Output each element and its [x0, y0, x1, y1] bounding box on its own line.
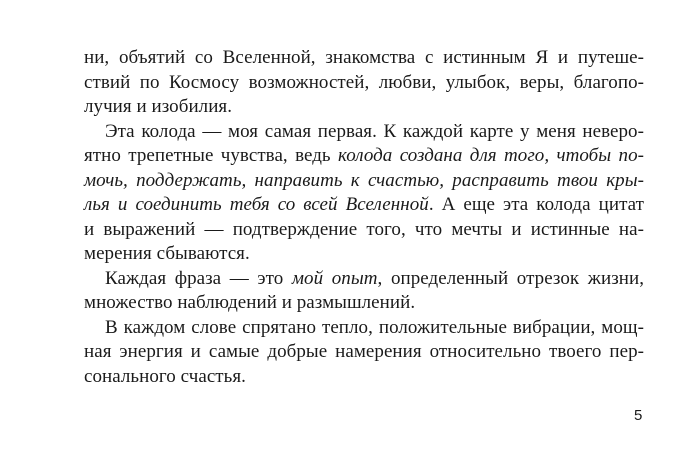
text-line [84, 340, 644, 365]
italic-text: лья и соединить тебя со всей Вселенной [84, 194, 429, 215]
text-segment: и выражений — подтверждение того, что мечты и истинные на- [84, 218, 644, 240]
text-segment: . А еще эта колода цитат [428, 194, 644, 215]
italic-text: мочь, поддержать, направить к счастью, расправить твои кры- [84, 169, 644, 191]
text-segment: Каждая фраза — это [105, 267, 292, 289]
text-segment: ная энергия и самые добрые намерения относительно твоего пер- [84, 341, 644, 362]
text-line [84, 169, 644, 194]
italic-text: мой опыт [291, 267, 378, 289]
text-segment: Эта колода — моя самая первая. К каждой карте у меня неверо- [105, 120, 644, 142]
text-segment: ствий по Космосу возможностей, любви, улыбок, веры, благопо- [84, 71, 644, 93]
text-line [84, 242, 644, 267]
text-line [84, 218, 644, 243]
paragraph [84, 120, 644, 267]
text-line [84, 95, 644, 120]
text-segment: мерения сбываются. [84, 243, 250, 264]
paragraph [84, 316, 644, 390]
text-line [84, 71, 644, 96]
text-line [84, 193, 644, 218]
paragraph [84, 46, 644, 120]
text-segment: сонального счастья. [84, 365, 246, 387]
text-segment: ни, объятий со Вселенной, знакомства с истинным Я и путеше- [84, 47, 644, 68]
page-number: 5 [634, 407, 643, 424]
text-line [84, 365, 644, 390]
text-line [84, 46, 644, 71]
text-line [84, 120, 644, 145]
text-segment: , определенный отрезок жизни, [377, 267, 644, 289]
text-segment: В каждом слове спрятано тепло, положительные вибрации, мощ- [105, 316, 644, 338]
text-line [84, 291, 644, 316]
text-line [84, 316, 644, 341]
body-text [84, 46, 644, 389]
text-line [84, 144, 644, 169]
paragraph [84, 267, 644, 316]
text-segment: ятно трепетные чувства, ведь [84, 145, 338, 166]
text-segment: лучия и изобилия. [84, 96, 232, 117]
italic-text: колода создана для того, чтобы по- [337, 145, 644, 166]
text-line [84, 267, 644, 292]
text-segment: множество наблюдений и размышлений. [84, 292, 416, 313]
